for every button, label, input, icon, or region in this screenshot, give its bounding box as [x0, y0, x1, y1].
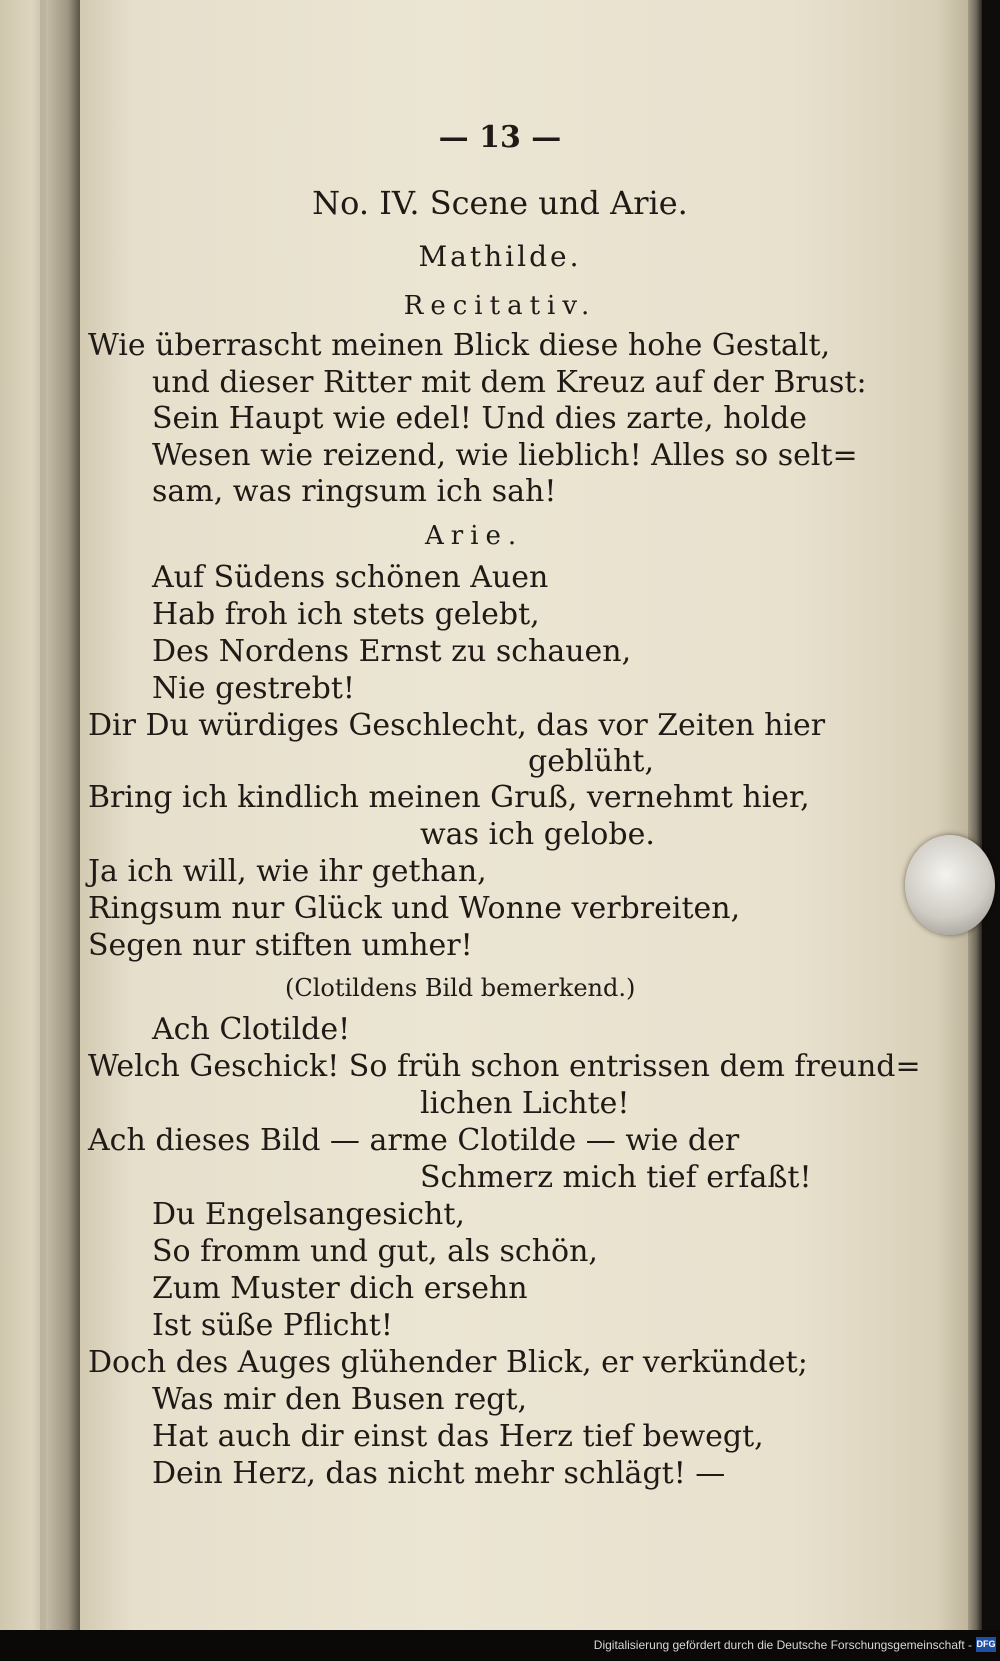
footer-bar — [0, 1630, 1000, 1661]
verse-line: Hab froh ich stets gelebt, — [152, 597, 540, 632]
verse-line: Hat auch dir einst das Herz tief bewegt, — [152, 1419, 764, 1454]
recitativ-line: Wesen wie reizend, wie lieblich! Alles so selt= — [152, 438, 858, 473]
arie-label: Arie. — [425, 521, 524, 551]
footer-credit: Digitalisierung gefördert durch die Deutsche Forschungsgemeinschaft - — [593, 1638, 972, 1652]
verse-line: Ja ich will, wie ihr gethan, — [88, 854, 487, 889]
verse-line: Welch Geschick! So früh schon entrissen dem freund= — [88, 1049, 921, 1084]
character-name: Mathilde. — [418, 240, 582, 273]
verse-line: Des Nordens Ernst zu schauen, — [152, 634, 632, 669]
scene-heading: No. IV. Scene und Arie. — [312, 184, 688, 222]
recitativ-label: Recitativ. — [403, 291, 597, 321]
verse-line: lichen Lichte! — [420, 1086, 630, 1121]
verse-line: was ich gelobe. — [420, 817, 655, 852]
verse-line: Auf Südens schönen Auen — [152, 560, 549, 595]
page-number: — 13 — — [438, 120, 562, 155]
verse-line: Ringsum nur Glück und Wonne verbreiten, — [88, 891, 741, 926]
verse-line: Ach dieses Bild — arme Clotilde — wie der — [88, 1123, 740, 1158]
verse-line: Du Engelsangesicht, — [152, 1197, 465, 1232]
verse-line: So fromm und gut, als schön, — [152, 1234, 598, 1269]
verse-line: Bring ich kindlich meinen Gruß, vernehmt hier, — [88, 780, 810, 815]
verse-line: Was mir den Busen regt, — [152, 1382, 528, 1417]
verse-line: Doch des Auges glühender Blick, er verkündet; — [88, 1345, 808, 1380]
recitativ-line: und dieser Ritter mit dem Kreuz auf der Brust: — [152, 365, 867, 400]
recitativ-line: sam, was ringsum ich sah! — [152, 474, 557, 509]
verse-line: geblüht, — [528, 744, 654, 779]
verse-line: Segen nur stiften umher! — [88, 928, 473, 963]
recitativ-line: Sein Haupt wie edel! Und dies zarte, holde — [152, 401, 808, 436]
verse-line: Schmerz mich tief erfaßt! — [420, 1160, 812, 1195]
verse-line: Dir Du würdiges Geschlecht, das vor Zeiten hier — [88, 708, 826, 743]
recitativ-line: Wie überrascht meinen Blick diese hohe Gestalt, — [88, 328, 831, 363]
verse-line: Zum Muster dich ersehn — [152, 1271, 528, 1306]
verse-line: Ach Clotilde! — [152, 1012, 351, 1047]
verse-line: Nie gestrebt! — [152, 671, 355, 706]
stage-direction: (Clotildens Bild bemerkend.) — [285, 974, 636, 1002]
verse-line: Dein Herz, das nicht mehr schlägt! — — [152, 1456, 726, 1491]
page-clip — [905, 835, 995, 935]
verse-line: Ist süße Pflicht! — [152, 1308, 393, 1343]
dfg-logo: DFG — [976, 1637, 996, 1652]
